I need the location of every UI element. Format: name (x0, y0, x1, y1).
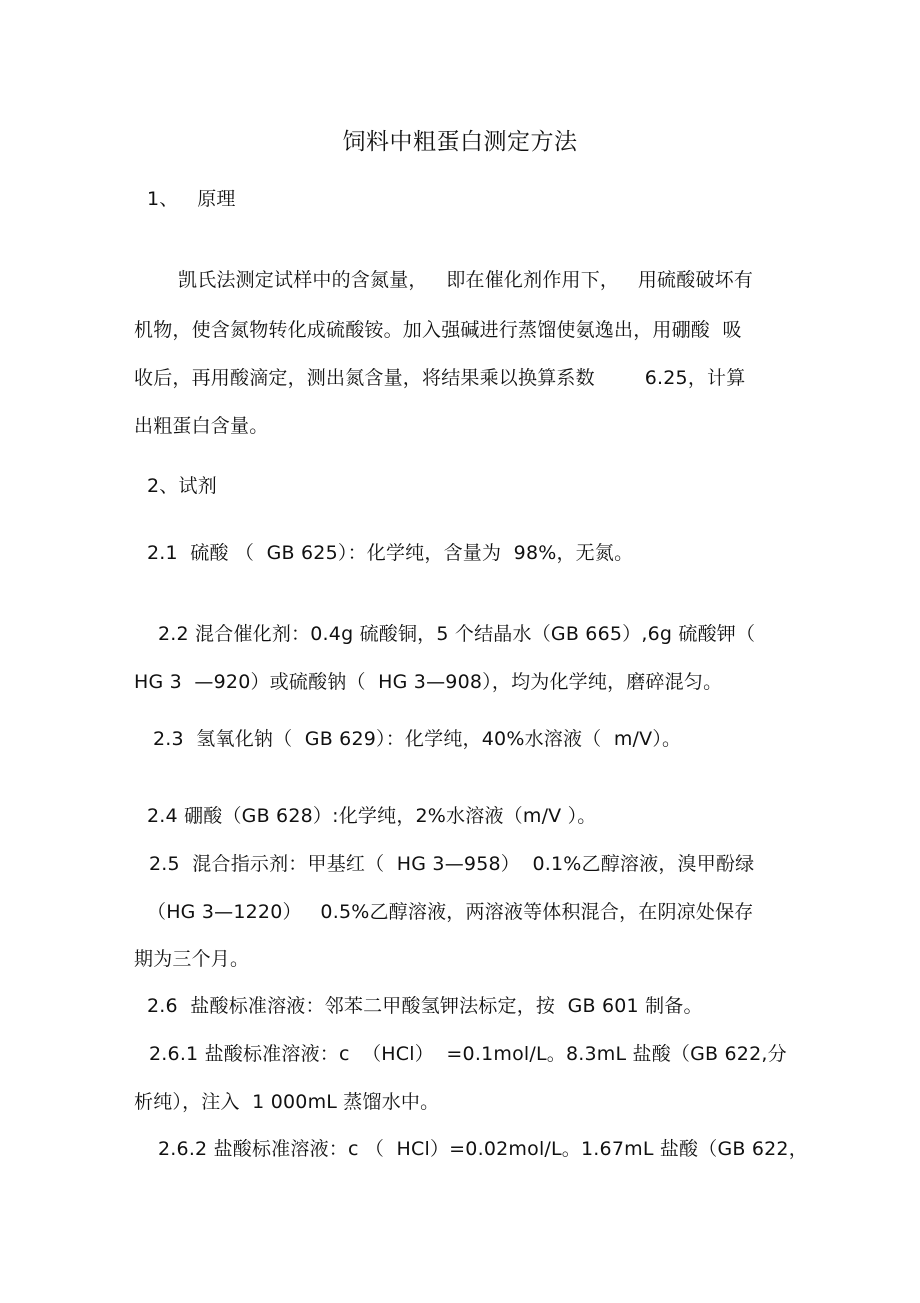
reagent-2-1: 2.1 硫酸 （ GB 625）：化学纯，含量为 98%，无氮。 (147, 542, 634, 564)
reagent-2-2-line-1: 2.2 混合催化剂：0.4g 硫酸铜，5 个结晶水（GB 665）,6g 硫酸钾（ (158, 623, 756, 645)
reagent-2-4: 2.4 硼酸（GB 628）:化学纯，2%水溶液（m/V ）。 (147, 805, 597, 827)
reagent-2-6-1-line-1: 2.6.1 盐酸标准溶液：c （HCl） =0.1mol/L。8.3mL 盐酸（GB 622,分 (149, 1043, 787, 1065)
reagent-2-5-line-2: （HG 3—1220） 0.5%乙醇溶液，两溶液等体积混合，在阴凉处保存 (147, 901, 754, 923)
principle-line-2: 机物，使含氮物转化成硫酸铵。加入强碱进行蒸馏使氨逸出，用硼酸 吸 (134, 319, 742, 341)
reagent-2-6: 2.6 盐酸标准溶液：邻苯二甲酸氢钾法标定，按 GB 601 制备。 (147, 995, 703, 1017)
reagent-2-2-line-2: HG 3 —920）或硫酸钠（ HG 3—908），均为化学纯，磨碎混匀。 (134, 671, 723, 693)
principle-line-3: 收后，再用酸滴定，测出氮含量，将结果乘以换算系数 6.25，计算 (134, 367, 746, 389)
section-heading-reagents: 2、试剂 (147, 475, 217, 497)
reagent-2-3: 2.3 氢氧化钠（ GB 629）：化学纯，40%水溶液（ m/V）。 (153, 728, 682, 750)
reagent-2-5-line-1: 2.5 混合指示剂：甲基红（ HG 3—958） 0.1%乙醇溶液，溴甲酚绿 (149, 853, 755, 875)
principle-line-4: 出粗蛋白含量。 (134, 415, 269, 437)
section-heading-principle: 1、 原理 (147, 188, 236, 210)
reagent-2-6-2: 2.6.2 盐酸标准溶液：c （ HCl）=0.02mol/L。1.67mL 盐酸（GB 622， (158, 1138, 808, 1160)
principle-line-1: 凯氏法测定试样中的含氮量， 即在催化剂作用下， 用硫酸破坏有 (178, 269, 754, 291)
reagent-2-5-line-3: 期为三个月。 (134, 948, 250, 970)
document-title: 饲料中粗蛋白测定方法 (342, 129, 578, 155)
reagent-2-6-1-line-2: 析纯），注入 1 000mL 蒸馏水中。 (134, 1091, 440, 1113)
